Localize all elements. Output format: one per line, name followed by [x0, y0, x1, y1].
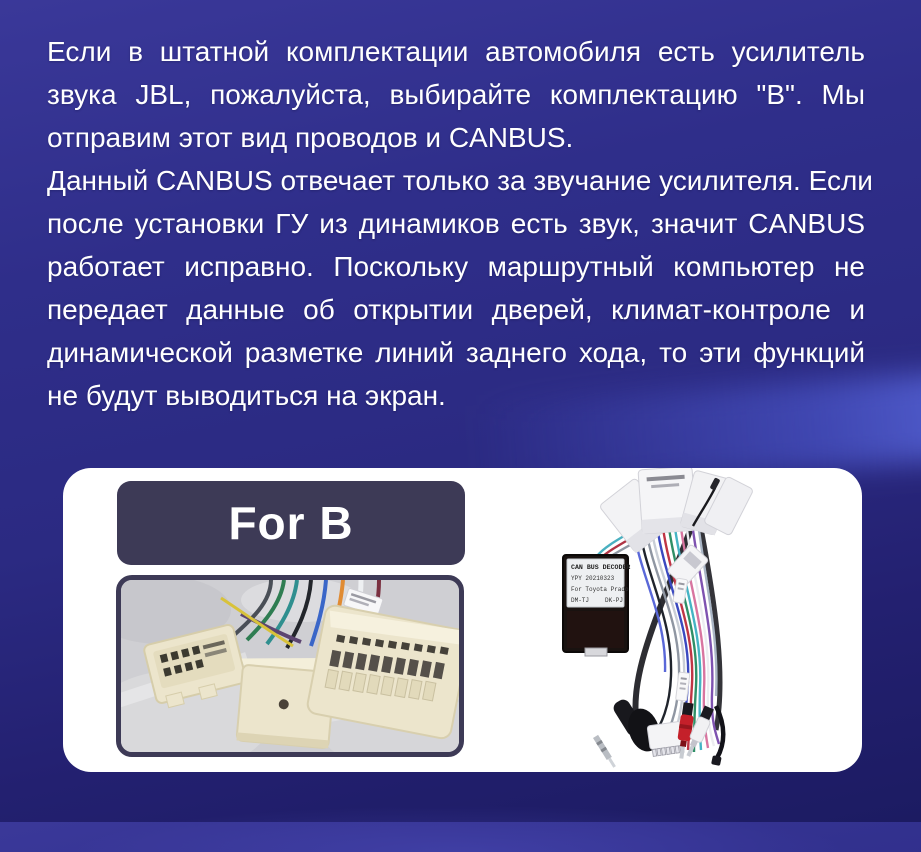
- paragraph1-line1: Если в штатной комплектации автомобиля есть усилитель: [47, 36, 865, 67]
- paragraph2-line6: не будут выводиться на экран.: [47, 380, 446, 411]
- iso-connectors-photo: [121, 580, 459, 752]
- paragraph2-line2: после установки ГУ из динамиков есть звук, значит CANBUS: [47, 208, 865, 239]
- paragraph2-line5: динамической разметке линий заднего хода, то эти функций: [47, 337, 865, 368]
- canbus-harness-photo: [541, 468, 861, 772]
- decoder-label-line3: For Toyota Prado: [571, 586, 629, 593]
- decoder-label-line4-left: DM-TJ: [571, 597, 590, 604]
- description-text: [47, 30, 873, 417]
- kit-b-panel: [63, 468, 862, 772]
- decoder-label-line2: YPY 20210323: [571, 575, 615, 582]
- paragraph1-line3: отправим этот вид проводов и CANBUS.: [47, 122, 574, 153]
- canbus-decoder-box: [563, 555, 630, 656]
- decoder-label-line1: CAN BUS DECODER: [571, 564, 631, 571]
- paragraph2-line1: Данный CANBUS отвечает только за звучание усилителя. Если: [47, 165, 873, 196]
- decoder-label-line4-right: DK-PJ: [605, 597, 624, 604]
- variant-label-text: For B: [228, 497, 354, 549]
- variant-label-box: [117, 481, 465, 565]
- paragraph2-line4: передает данные об открытии дверей, климат-контроле и: [47, 294, 865, 325]
- harness-connectors-photo-frame: [116, 575, 464, 757]
- paragraph2-line3: работает исправно. Поскольку маршрутный компьютер не: [47, 251, 865, 282]
- paragraph1-line2: звука JBL, пожалуйста, выбирайте комплектацию "B". Мы: [47, 79, 865, 110]
